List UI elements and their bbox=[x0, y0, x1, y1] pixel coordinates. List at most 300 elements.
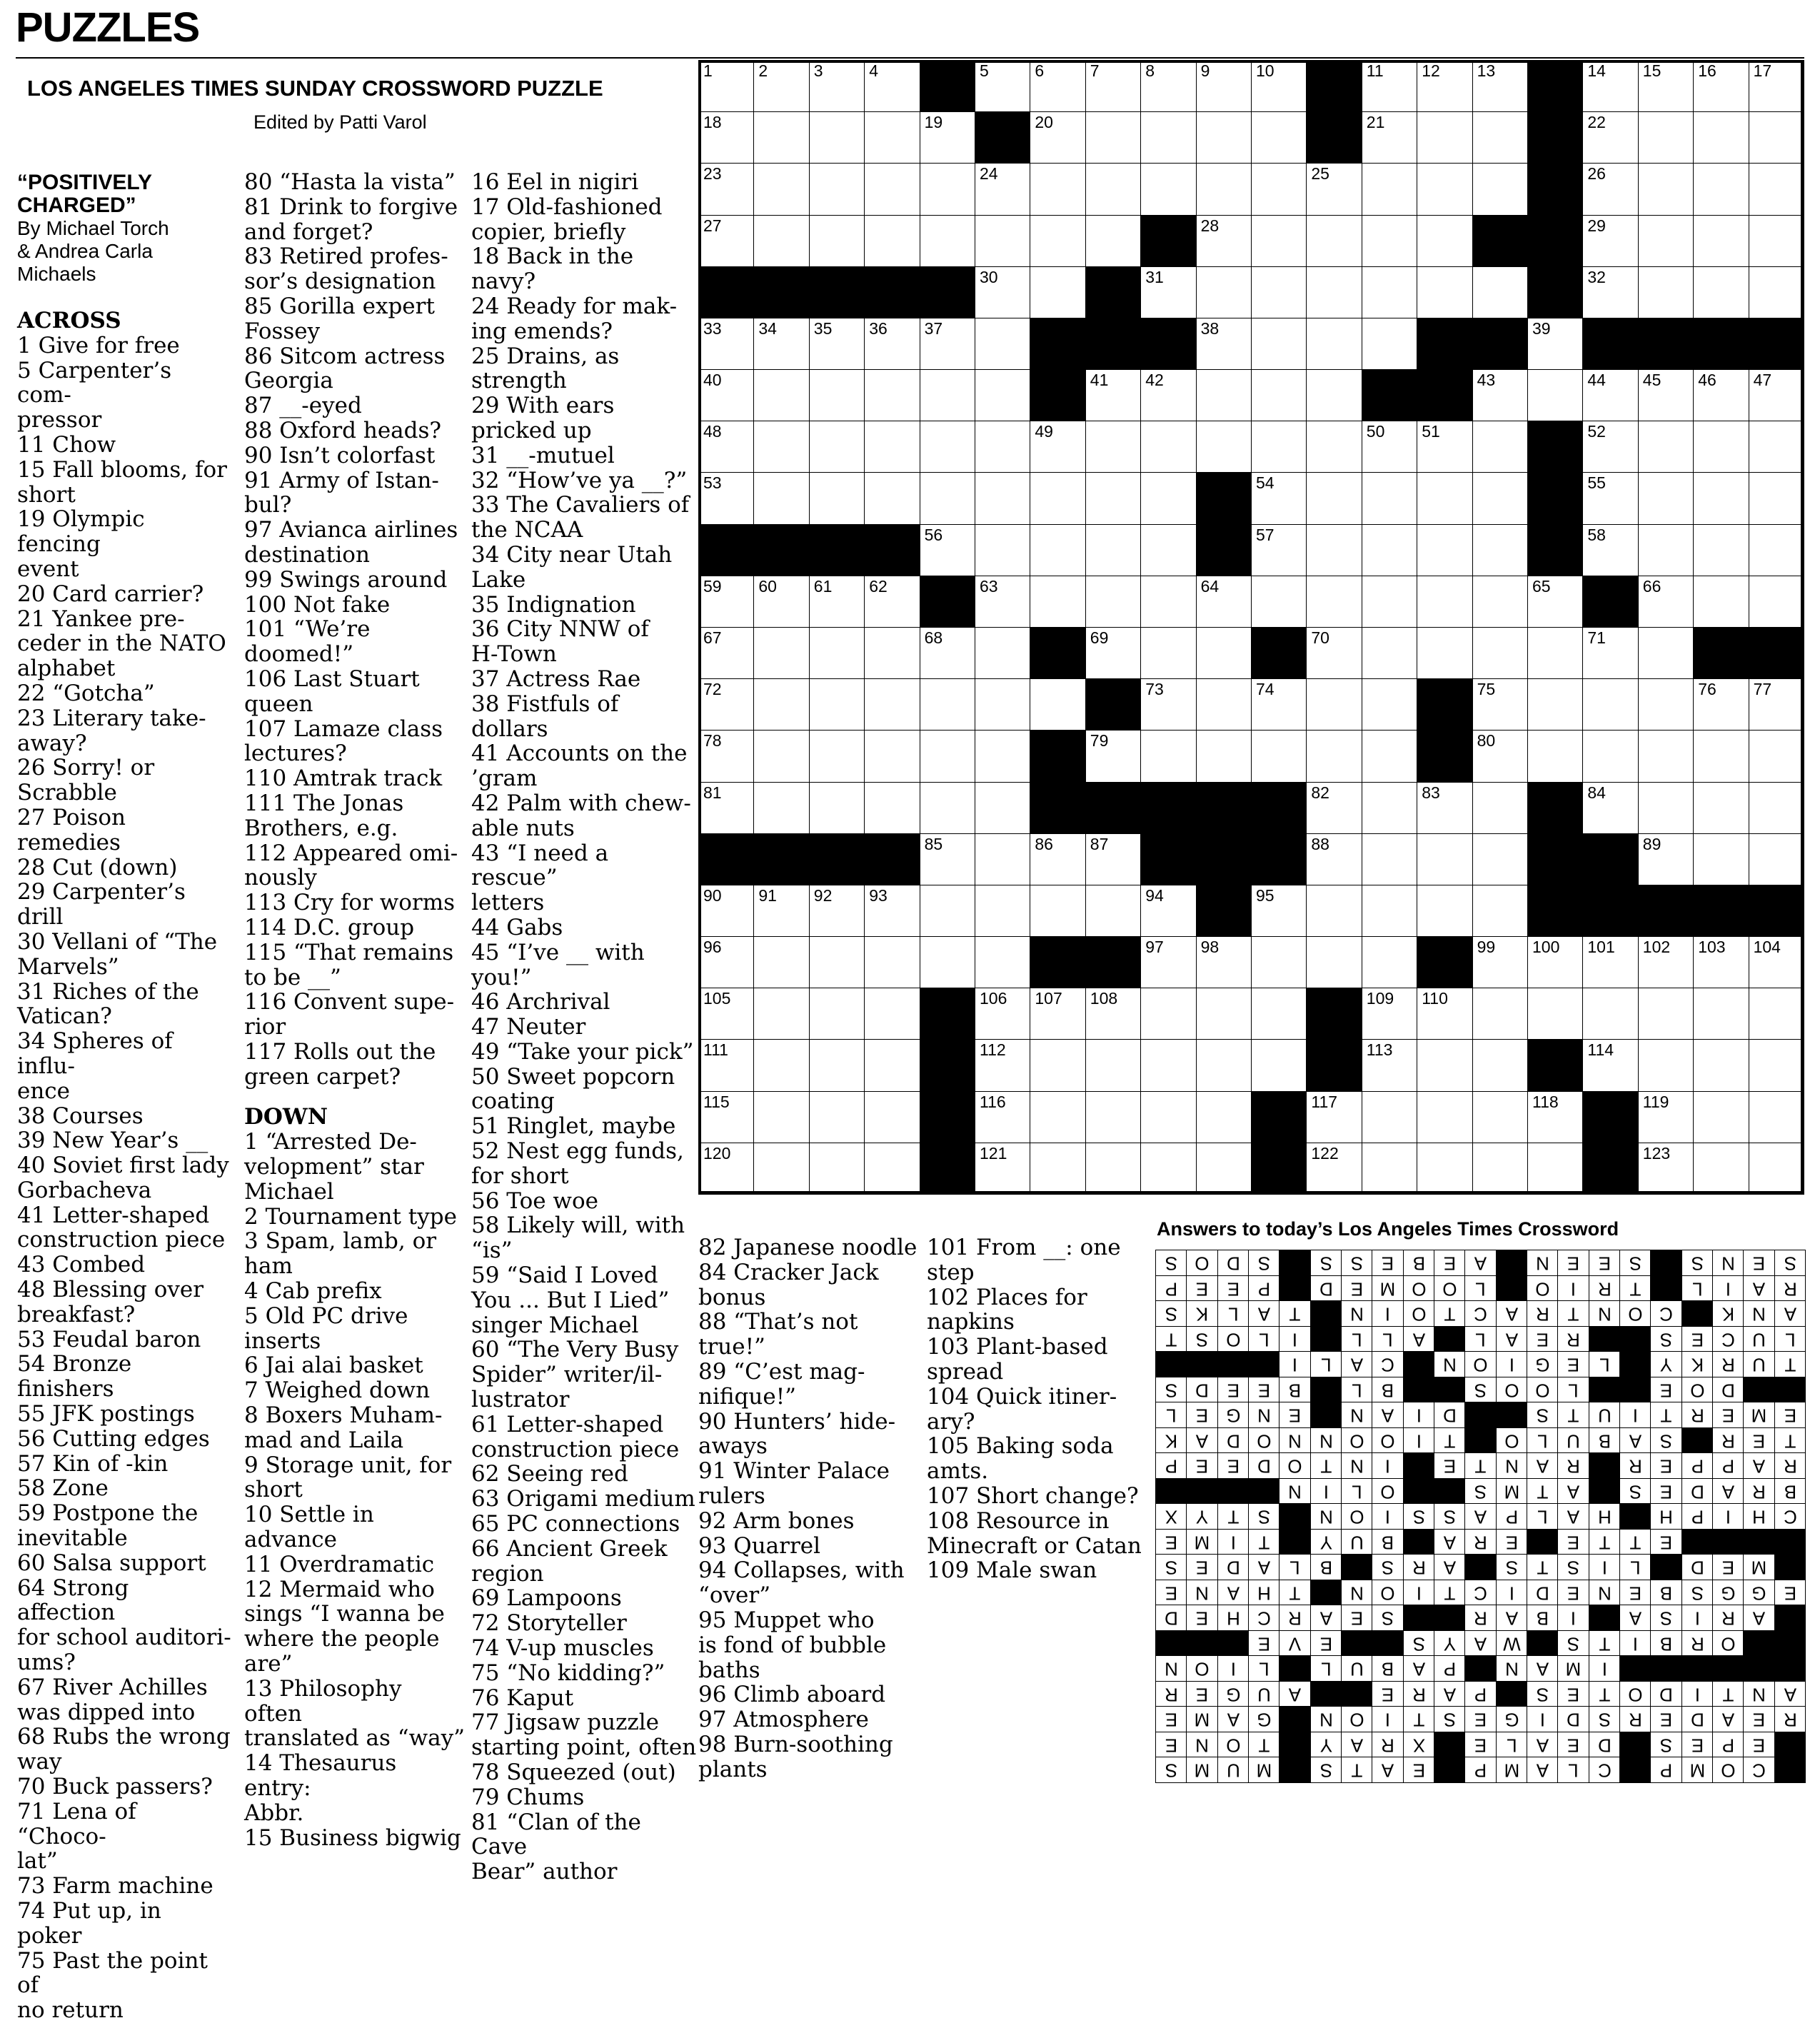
grid-cell[interactable] bbox=[975, 885, 1031, 938]
grid-cell[interactable] bbox=[1251, 472, 1307, 525]
grid-cell[interactable] bbox=[1140, 627, 1197, 680]
grid-cell[interactable] bbox=[809, 421, 865, 473]
grid-cell[interactable] bbox=[1085, 111, 1142, 164]
grid-cell[interactable] bbox=[1306, 369, 1362, 422]
grid-cell[interactable] bbox=[753, 936, 810, 989]
grid-cell[interactable] bbox=[1196, 163, 1252, 216]
grid-cell[interactable] bbox=[1417, 524, 1473, 577]
grid-cell[interactable] bbox=[1030, 472, 1086, 525]
grid-cell[interactable] bbox=[753, 215, 810, 268]
grid-cell[interactable] bbox=[1030, 421, 1086, 473]
grid-cell[interactable] bbox=[1472, 369, 1529, 422]
grid-cell[interactable] bbox=[1472, 988, 1529, 1040]
grid-cell[interactable] bbox=[698, 730, 755, 783]
grid-cell[interactable] bbox=[1472, 266, 1529, 319]
grid-cell[interactable] bbox=[1251, 266, 1307, 319]
grid-cell[interactable] bbox=[1472, 936, 1529, 989]
grid-cell[interactable] bbox=[864, 163, 920, 216]
grid-cell[interactable] bbox=[1749, 472, 1805, 525]
grid-cell[interactable] bbox=[1582, 421, 1639, 473]
grid-cell[interactable] bbox=[1749, 1143, 1805, 1195]
grid-cell[interactable] bbox=[1527, 936, 1584, 989]
grid-cell[interactable] bbox=[1085, 60, 1142, 113]
grid-cell[interactable] bbox=[864, 988, 920, 1040]
grid-cell[interactable] bbox=[1306, 576, 1362, 628]
grid-cell[interactable] bbox=[1140, 111, 1197, 164]
grid-cell[interactable] bbox=[1140, 576, 1197, 628]
grid-cell[interactable] bbox=[1749, 369, 1805, 422]
grid-cell[interactable] bbox=[1196, 421, 1252, 473]
grid-cell[interactable] bbox=[1140, 524, 1197, 577]
grid-cell[interactable] bbox=[1362, 215, 1418, 268]
grid-cell[interactable] bbox=[1693, 936, 1749, 989]
grid-cell[interactable] bbox=[1417, 421, 1473, 473]
grid-cell[interactable] bbox=[809, 678, 865, 731]
grid-cell[interactable] bbox=[1030, 1143, 1086, 1195]
grid-cell[interactable] bbox=[1472, 1143, 1529, 1195]
grid-cell[interactable] bbox=[1085, 1091, 1142, 1144]
grid-cell[interactable] bbox=[1472, 730, 1529, 783]
grid-cell[interactable] bbox=[864, 576, 920, 628]
grid-cell[interactable] bbox=[1196, 730, 1252, 783]
grid-cell[interactable] bbox=[920, 782, 976, 835]
grid-cell[interactable] bbox=[1140, 678, 1197, 731]
grid-cell[interactable] bbox=[864, 369, 920, 422]
grid-cell[interactable] bbox=[1196, 266, 1252, 319]
grid-cell[interactable] bbox=[1638, 782, 1694, 835]
grid-cell[interactable] bbox=[1693, 60, 1749, 113]
grid-cell[interactable] bbox=[1362, 318, 1418, 371]
grid-cell[interactable] bbox=[1749, 782, 1805, 835]
grid-cell[interactable] bbox=[1251, 885, 1307, 938]
grid-cell[interactable] bbox=[1140, 421, 1197, 473]
grid-cell[interactable] bbox=[1251, 369, 1307, 422]
grid-cell[interactable] bbox=[1472, 111, 1529, 164]
grid-cell[interactable] bbox=[1749, 1091, 1805, 1144]
grid-cell[interactable] bbox=[1638, 215, 1694, 268]
grid-cell[interactable] bbox=[809, 60, 865, 113]
grid-cell[interactable] bbox=[1417, 988, 1473, 1040]
grid-cell[interactable] bbox=[1251, 576, 1307, 628]
grid-cell[interactable] bbox=[753, 111, 810, 164]
grid-cell[interactable] bbox=[1693, 988, 1749, 1040]
grid-cell[interactable] bbox=[1693, 576, 1749, 628]
grid-cell[interactable] bbox=[1472, 1091, 1529, 1144]
grid-cell[interactable] bbox=[1030, 215, 1086, 268]
grid-cell[interactable] bbox=[1693, 421, 1749, 473]
grid-cell[interactable] bbox=[809, 318, 865, 371]
grid-cell[interactable] bbox=[1251, 111, 1307, 164]
grid-cell[interactable] bbox=[864, 1143, 920, 1195]
grid-cell[interactable] bbox=[1638, 988, 1694, 1040]
grid-cell[interactable] bbox=[975, 678, 1031, 731]
grid-cell[interactable] bbox=[1085, 1143, 1142, 1195]
grid-cell[interactable] bbox=[1472, 833, 1529, 886]
grid-cell[interactable] bbox=[1472, 627, 1529, 680]
grid-cell[interactable] bbox=[1527, 730, 1584, 783]
grid-cell[interactable] bbox=[920, 111, 976, 164]
grid-cell[interactable] bbox=[1085, 885, 1142, 938]
grid-cell[interactable] bbox=[698, 1039, 755, 1092]
grid-cell[interactable] bbox=[1527, 318, 1584, 371]
grid-cell[interactable] bbox=[1638, 1091, 1694, 1144]
grid-cell[interactable] bbox=[920, 163, 976, 216]
grid-cell[interactable] bbox=[753, 369, 810, 422]
grid-cell[interactable] bbox=[1362, 1143, 1418, 1195]
grid-cell[interactable] bbox=[920, 833, 976, 886]
grid-cell[interactable] bbox=[1306, 833, 1362, 886]
grid-cell[interactable] bbox=[975, 576, 1031, 628]
crossword-grid[interactable] bbox=[698, 60, 1804, 1194]
grid-cell[interactable] bbox=[1085, 524, 1142, 577]
grid-cell[interactable] bbox=[1306, 472, 1362, 525]
grid-cell[interactable] bbox=[753, 678, 810, 731]
grid-cell[interactable] bbox=[1306, 163, 1362, 216]
grid-cell[interactable] bbox=[1638, 1143, 1694, 1195]
grid-cell[interactable] bbox=[753, 1039, 810, 1092]
grid-cell[interactable] bbox=[753, 421, 810, 473]
grid-cell[interactable] bbox=[1251, 163, 1307, 216]
grid-cell[interactable] bbox=[1527, 627, 1584, 680]
grid-cell[interactable] bbox=[920, 678, 976, 731]
grid-cell[interactable] bbox=[698, 163, 755, 216]
grid-cell[interactable] bbox=[1417, 1143, 1473, 1195]
grid-cell[interactable] bbox=[809, 576, 865, 628]
grid-cell[interactable] bbox=[1638, 576, 1694, 628]
grid-cell[interactable] bbox=[1582, 472, 1639, 525]
grid-cell[interactable] bbox=[1140, 163, 1197, 216]
grid-cell[interactable] bbox=[698, 988, 755, 1040]
grid-cell[interactable] bbox=[975, 833, 1031, 886]
grid-cell[interactable] bbox=[920, 627, 976, 680]
grid-cell[interactable] bbox=[1306, 318, 1362, 371]
grid-cell[interactable] bbox=[1472, 421, 1529, 473]
grid-cell[interactable] bbox=[1472, 1039, 1529, 1092]
grid-cell[interactable] bbox=[1196, 60, 1252, 113]
grid-cell[interactable] bbox=[1030, 1039, 1086, 1092]
grid-cell[interactable] bbox=[698, 472, 755, 525]
grid-cell[interactable] bbox=[698, 215, 755, 268]
grid-cell[interactable] bbox=[1362, 627, 1418, 680]
grid-cell[interactable] bbox=[1362, 936, 1418, 989]
grid-cell[interactable] bbox=[1582, 524, 1639, 577]
grid-cell[interactable] bbox=[1362, 782, 1418, 835]
grid-cell[interactable] bbox=[1140, 369, 1197, 422]
grid-cell[interactable] bbox=[1417, 782, 1473, 835]
grid-cell[interactable] bbox=[1527, 1091, 1584, 1144]
grid-cell[interactable] bbox=[1582, 782, 1639, 835]
grid-cell[interactable] bbox=[809, 472, 865, 525]
grid-cell[interactable] bbox=[1527, 1143, 1584, 1195]
grid-cell[interactable] bbox=[753, 576, 810, 628]
grid-cell[interactable] bbox=[1306, 215, 1362, 268]
grid-cell[interactable] bbox=[1527, 369, 1584, 422]
grid-cell[interactable] bbox=[864, 627, 920, 680]
grid-cell[interactable] bbox=[864, 421, 920, 473]
grid-cell[interactable] bbox=[1030, 163, 1086, 216]
grid-cell[interactable] bbox=[1472, 163, 1529, 216]
grid-cell[interactable] bbox=[975, 369, 1031, 422]
grid-cell[interactable] bbox=[1638, 678, 1694, 731]
grid-cell[interactable] bbox=[1362, 1091, 1418, 1144]
grid-cell[interactable] bbox=[1693, 524, 1749, 577]
grid-cell[interactable] bbox=[1251, 524, 1307, 577]
grid-cell[interactable] bbox=[698, 369, 755, 422]
grid-cell[interactable] bbox=[1306, 678, 1362, 731]
grid-cell[interactable] bbox=[1085, 215, 1142, 268]
grid-cell[interactable] bbox=[1417, 1039, 1473, 1092]
grid-cell[interactable] bbox=[1417, 266, 1473, 319]
grid-cell[interactable] bbox=[809, 936, 865, 989]
grid-cell[interactable] bbox=[1196, 1039, 1252, 1092]
grid-cell[interactable] bbox=[1749, 988, 1805, 1040]
grid-cell[interactable] bbox=[1749, 215, 1805, 268]
grid-cell[interactable] bbox=[1362, 678, 1418, 731]
grid-cell[interactable] bbox=[1030, 111, 1086, 164]
grid-cell[interactable] bbox=[1417, 215, 1473, 268]
grid-cell[interactable] bbox=[753, 1143, 810, 1195]
grid-cell[interactable] bbox=[1417, 472, 1473, 525]
grid-cell[interactable] bbox=[1196, 318, 1252, 371]
grid-cell[interactable] bbox=[809, 215, 865, 268]
grid-cell[interactable] bbox=[1306, 730, 1362, 783]
grid-cell[interactable] bbox=[1638, 60, 1694, 113]
grid-cell[interactable] bbox=[1638, 833, 1694, 886]
grid-cell[interactable] bbox=[920, 421, 976, 473]
grid-cell[interactable] bbox=[698, 1143, 755, 1195]
grid-cell[interactable] bbox=[1638, 369, 1694, 422]
grid-cell[interactable] bbox=[1030, 885, 1086, 938]
grid-cell[interactable] bbox=[920, 524, 976, 577]
grid-cell[interactable] bbox=[975, 266, 1031, 319]
grid-cell[interactable] bbox=[864, 782, 920, 835]
grid-cell[interactable] bbox=[1362, 1039, 1418, 1092]
grid-cell[interactable] bbox=[1362, 60, 1418, 113]
grid-cell[interactable] bbox=[698, 318, 755, 371]
grid-cell[interactable] bbox=[1693, 833, 1749, 886]
grid-cell[interactable] bbox=[1472, 472, 1529, 525]
grid-cell[interactable] bbox=[1693, 215, 1749, 268]
grid-cell[interactable] bbox=[698, 576, 755, 628]
grid-cell[interactable] bbox=[1196, 1091, 1252, 1144]
grid-cell[interactable] bbox=[975, 60, 1031, 113]
grid-cell[interactable] bbox=[809, 627, 865, 680]
grid-cell[interactable] bbox=[864, 111, 920, 164]
grid-cell[interactable] bbox=[1085, 163, 1142, 216]
grid-cell[interactable] bbox=[1749, 60, 1805, 113]
grid-cell[interactable] bbox=[1749, 1039, 1805, 1092]
grid-cell[interactable] bbox=[975, 472, 1031, 525]
grid-cell[interactable] bbox=[1085, 833, 1142, 886]
grid-cell[interactable] bbox=[1693, 111, 1749, 164]
grid-cell[interactable] bbox=[1417, 60, 1473, 113]
grid-cell[interactable] bbox=[1472, 782, 1529, 835]
grid-cell[interactable] bbox=[1362, 266, 1418, 319]
grid-cell[interactable] bbox=[1693, 472, 1749, 525]
grid-cell[interactable] bbox=[1582, 678, 1639, 731]
grid-cell[interactable] bbox=[1638, 1039, 1694, 1092]
grid-cell[interactable] bbox=[1582, 988, 1639, 1040]
grid-cell[interactable] bbox=[753, 627, 810, 680]
grid-cell[interactable] bbox=[1693, 730, 1749, 783]
grid-cell[interactable] bbox=[1030, 988, 1086, 1040]
grid-cell[interactable] bbox=[1362, 576, 1418, 628]
grid-cell[interactable] bbox=[864, 215, 920, 268]
grid-cell[interactable] bbox=[1417, 111, 1473, 164]
grid-cell[interactable] bbox=[975, 318, 1031, 371]
grid-cell[interactable] bbox=[1085, 369, 1142, 422]
grid-cell[interactable] bbox=[809, 1091, 865, 1144]
grid-cell[interactable] bbox=[1251, 60, 1307, 113]
grid-cell[interactable] bbox=[1693, 678, 1749, 731]
grid-cell[interactable] bbox=[1306, 266, 1362, 319]
grid-cell[interactable] bbox=[753, 163, 810, 216]
grid-cell[interactable] bbox=[698, 782, 755, 835]
grid-cell[interactable] bbox=[1472, 60, 1529, 113]
grid-cell[interactable] bbox=[1582, 1039, 1639, 1092]
grid-cell[interactable] bbox=[1693, 266, 1749, 319]
grid-cell[interactable] bbox=[753, 472, 810, 525]
grid-cell[interactable] bbox=[1582, 369, 1639, 422]
grid-cell[interactable] bbox=[1030, 576, 1086, 628]
grid-cell[interactable] bbox=[1306, 627, 1362, 680]
grid-cell[interactable] bbox=[1362, 730, 1418, 783]
grid-cell[interactable] bbox=[1140, 936, 1197, 989]
grid-cell[interactable] bbox=[1251, 215, 1307, 268]
grid-cell[interactable] bbox=[809, 369, 865, 422]
grid-cell[interactable] bbox=[1251, 936, 1307, 989]
grid-cell[interactable] bbox=[1140, 885, 1197, 938]
grid-cell[interactable] bbox=[1749, 576, 1805, 628]
grid-cell[interactable] bbox=[1140, 472, 1197, 525]
grid-cell[interactable] bbox=[1638, 524, 1694, 577]
grid-cell[interactable] bbox=[1196, 1143, 1252, 1195]
grid-cell[interactable] bbox=[864, 678, 920, 731]
grid-cell[interactable] bbox=[809, 988, 865, 1040]
grid-cell[interactable] bbox=[1527, 678, 1584, 731]
grid-cell[interactable] bbox=[698, 1091, 755, 1144]
grid-cell[interactable] bbox=[698, 60, 755, 113]
grid-cell[interactable] bbox=[1306, 936, 1362, 989]
grid-cell[interactable] bbox=[698, 936, 755, 989]
grid-cell[interactable] bbox=[1582, 215, 1639, 268]
grid-cell[interactable] bbox=[975, 988, 1031, 1040]
grid-cell[interactable] bbox=[809, 1143, 865, 1195]
grid-cell[interactable] bbox=[1030, 833, 1086, 886]
grid-cell[interactable] bbox=[1362, 163, 1418, 216]
grid-cell[interactable] bbox=[920, 215, 976, 268]
grid-cell[interactable] bbox=[809, 782, 865, 835]
grid-cell[interactable] bbox=[1196, 215, 1252, 268]
grid-cell[interactable] bbox=[1749, 163, 1805, 216]
grid-cell[interactable] bbox=[1693, 782, 1749, 835]
grid-cell[interactable] bbox=[1085, 988, 1142, 1040]
grid-cell[interactable] bbox=[698, 627, 755, 680]
grid-cell[interactable] bbox=[1472, 576, 1529, 628]
grid-cell[interactable] bbox=[864, 936, 920, 989]
grid-cell[interactable] bbox=[753, 318, 810, 371]
grid-cell[interactable] bbox=[864, 318, 920, 371]
grid-cell[interactable] bbox=[1362, 988, 1418, 1040]
grid-cell[interactable] bbox=[1196, 678, 1252, 731]
grid-cell[interactable] bbox=[1527, 576, 1584, 628]
grid-cell[interactable] bbox=[864, 1091, 920, 1144]
grid-cell[interactable] bbox=[1140, 730, 1197, 783]
grid-cell[interactable] bbox=[1638, 163, 1694, 216]
grid-cell[interactable] bbox=[753, 1091, 810, 1144]
grid-cell[interactable] bbox=[1085, 1039, 1142, 1092]
grid-cell[interactable] bbox=[864, 60, 920, 113]
grid-cell[interactable] bbox=[1306, 782, 1362, 835]
grid-cell[interactable] bbox=[864, 885, 920, 938]
grid-cell[interactable] bbox=[1196, 988, 1252, 1040]
grid-cell[interactable] bbox=[1085, 576, 1142, 628]
grid-cell[interactable] bbox=[1251, 730, 1307, 783]
grid-cell[interactable] bbox=[809, 1039, 865, 1092]
grid-cell[interactable] bbox=[920, 885, 976, 938]
grid-cell[interactable] bbox=[698, 111, 755, 164]
grid-cell[interactable] bbox=[1749, 266, 1805, 319]
grid-cell[interactable] bbox=[1030, 678, 1086, 731]
grid-cell[interactable] bbox=[1196, 369, 1252, 422]
grid-cell[interactable] bbox=[1693, 163, 1749, 216]
grid-cell[interactable] bbox=[1251, 678, 1307, 731]
grid-cell[interactable] bbox=[975, 163, 1031, 216]
grid-cell[interactable] bbox=[753, 730, 810, 783]
grid-cell[interactable] bbox=[1638, 111, 1694, 164]
grid-cell[interactable] bbox=[809, 730, 865, 783]
grid-cell[interactable] bbox=[753, 988, 810, 1040]
grid-cell[interactable] bbox=[864, 730, 920, 783]
grid-cell[interactable] bbox=[975, 782, 1031, 835]
grid-cell[interactable] bbox=[1417, 885, 1473, 938]
grid-cell[interactable] bbox=[975, 524, 1031, 577]
grid-cell[interactable] bbox=[1693, 1143, 1749, 1195]
grid-cell[interactable] bbox=[1582, 627, 1639, 680]
grid-cell[interactable] bbox=[1472, 678, 1529, 731]
grid-cell[interactable] bbox=[864, 1039, 920, 1092]
grid-cell[interactable] bbox=[1140, 988, 1197, 1040]
grid-cell[interactable] bbox=[1638, 730, 1694, 783]
grid-cell[interactable] bbox=[1196, 936, 1252, 989]
grid-cell[interactable] bbox=[1085, 472, 1142, 525]
grid-cell[interactable] bbox=[975, 215, 1031, 268]
grid-cell[interactable] bbox=[1417, 833, 1473, 886]
grid-cell[interactable] bbox=[1030, 524, 1086, 577]
grid-cell[interactable] bbox=[1417, 163, 1473, 216]
grid-cell[interactable] bbox=[1306, 1091, 1362, 1144]
grid-cell[interactable] bbox=[920, 318, 976, 371]
grid-cell[interactable] bbox=[1638, 266, 1694, 319]
grid-cell[interactable] bbox=[1638, 421, 1694, 473]
grid-cell[interactable] bbox=[1472, 885, 1529, 938]
grid-cell[interactable] bbox=[1030, 266, 1086, 319]
grid-cell[interactable] bbox=[920, 936, 976, 989]
grid-cell[interactable] bbox=[1362, 472, 1418, 525]
grid-cell[interactable] bbox=[1472, 524, 1529, 577]
grid-cell[interactable] bbox=[1417, 1091, 1473, 1144]
grid-cell[interactable] bbox=[1638, 627, 1694, 680]
grid-cell[interactable] bbox=[975, 1091, 1031, 1144]
grid-cell[interactable] bbox=[920, 730, 976, 783]
grid-cell[interactable] bbox=[1196, 111, 1252, 164]
grid-cell[interactable] bbox=[1140, 60, 1197, 113]
grid-cell[interactable] bbox=[920, 369, 976, 422]
grid-cell[interactable] bbox=[1140, 266, 1197, 319]
grid-cell[interactable] bbox=[1582, 266, 1639, 319]
grid-cell[interactable] bbox=[698, 885, 755, 938]
grid-cell[interactable] bbox=[1362, 885, 1418, 938]
